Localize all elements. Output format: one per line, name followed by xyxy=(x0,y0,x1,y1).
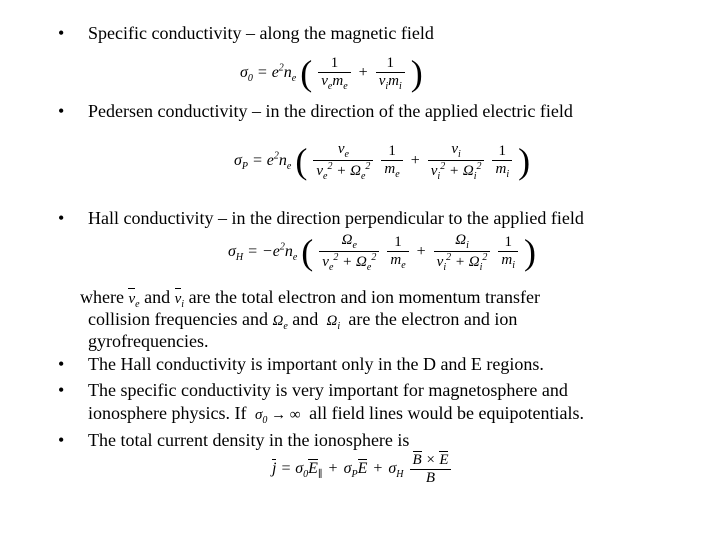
bullet-text: The specific conductivity is very important for magnetosphere and xyxy=(88,380,568,400)
bullet-dot: • xyxy=(58,354,65,374)
sigma-infinity-expression: $\sigma_0$ → ∞ xyxy=(254,407,301,426)
bullet-dot: • xyxy=(58,380,65,400)
and-text: and xyxy=(144,287,171,307)
bullet-dot: • xyxy=(58,430,65,450)
omega-i-symbol: $\Omega_i$ xyxy=(322,313,341,332)
bullet-total-current xyxy=(58,429,409,451)
bullet-text: Specific conductivity – along the magnetic field xyxy=(88,23,434,43)
nu-e-symbol: $\nu_e$ xyxy=(128,291,140,310)
bullet-pedersen-conductivity xyxy=(58,100,573,122)
bullet-text: The Hall conductivity is important only in the D and E regions. xyxy=(88,354,544,374)
equation-pedersen-conductivity: $\sigma_P = e^2n_e$ ( $\frac{\nu_e}{\nu_e^2 + \Omega_e^2}$ $\frac{1}{m_e}$ + $\frac{\nu_i}{\nu_i^2 + \Omega_i^2}$ $\frac{1}{m_i}$ ) xyxy=(234,140,531,182)
where-text-4: gyrofrequencies. xyxy=(88,331,209,351)
equation-current-density: $j = \sigma_0E_\parallel + \sigma_PE + \sigma_H$ $\frac{B \times E}{B}$ xyxy=(272,452,453,487)
bullet-hall-importance xyxy=(58,353,544,375)
bullet-specific-importance-cont xyxy=(88,403,584,431)
bullet-dot: • xyxy=(58,23,65,43)
where-text-3b: are the electron and ion xyxy=(348,309,518,329)
bullet-dot: • xyxy=(58,208,65,228)
bullet-dot: • xyxy=(58,101,65,121)
bullet-text-cont-b: all field lines would be equipotentials. xyxy=(309,403,585,423)
bullet-text: Pedersen conductivity – in the direction of the applied electric field xyxy=(88,101,573,121)
equation-hall-conductivity: $\sigma_H = -e^2n_e$ ( $\frac{\Omega_e}{\nu_e^2 + \Omega_e^2}$ $\frac{1}{m_e}$ + $\frac{\Omega_i}{\nu_i^2 + \Omega_i^2}$ $\frac{1}{m_i}$ ) xyxy=(228,231,537,273)
bullet-text-cont-a: ionosphere physics. If xyxy=(88,403,247,423)
equation-specific-conductivity: $\sigma_0 = e^2n_e$ ( $\frac{1}{\nu_em_e}$ + $\frac{1}{\nu_im_i}$ ) xyxy=(240,53,423,93)
bullet-specific-conductivity xyxy=(58,22,434,44)
where-text-3a: collision frequencies and xyxy=(88,309,268,329)
where-line-3 xyxy=(88,331,208,352)
where-text: where xyxy=(80,287,124,307)
omega-e-symbol: $\Omega_e$ xyxy=(272,313,288,332)
bullet-text: Hall conductivity – in the direction perpendicular to the applied field xyxy=(88,208,584,228)
bullet-hall-conductivity xyxy=(58,207,584,229)
bullet-text: The total current density in the ionosphere is xyxy=(88,430,410,450)
bullet-specific-importance xyxy=(58,379,568,401)
nu-i-symbol: $\nu_i$ xyxy=(174,291,185,310)
where-text-2: are the total electron and ion momentum transfer xyxy=(188,287,540,307)
and-text-2: and xyxy=(292,309,319,329)
